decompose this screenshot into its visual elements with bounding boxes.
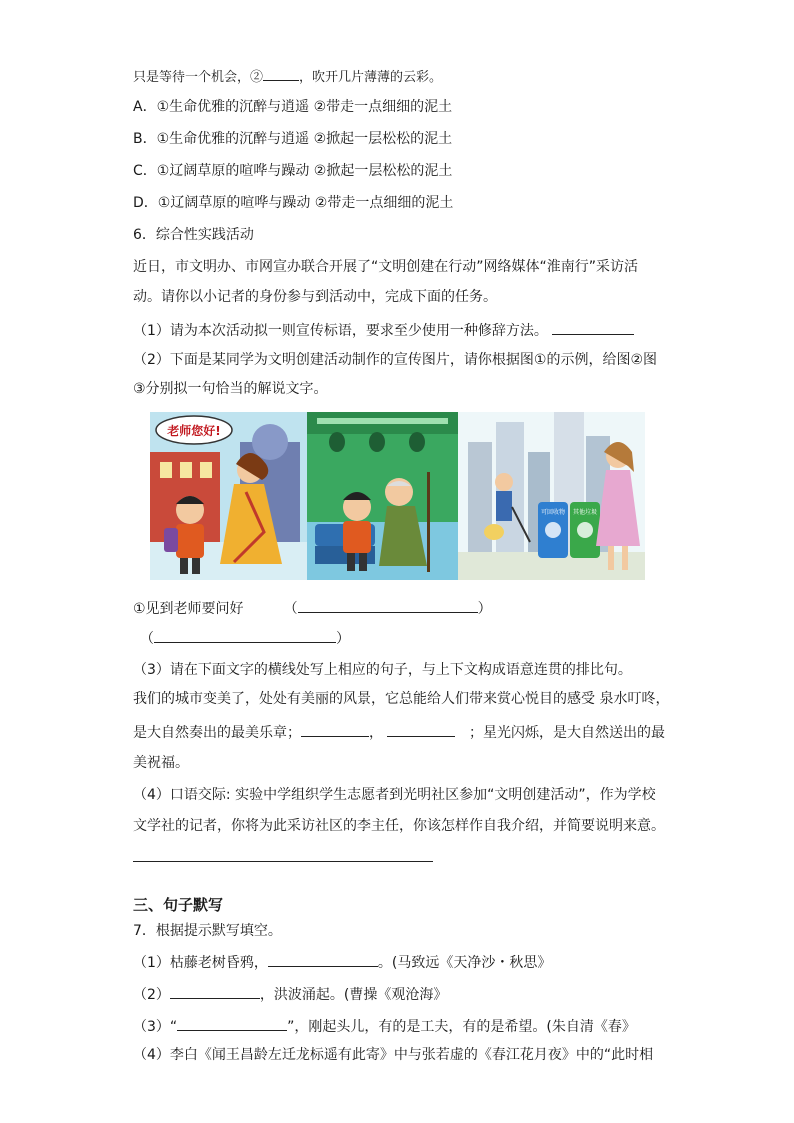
option-d[interactable]: D．①辽阔草原的喧哗与躁动 ②带走一点细细的泥土 [133,195,454,211]
subquestion-2-line-1: （2）下面是某同学为文明创建活动制作的宣传图片，请你根据图①的示例，给图②图 [133,352,658,368]
picture-1-greeting-teacher [150,412,307,580]
q7-item-3: （3）“ ”，刚起头儿，有的是工夫，有的是希望。(朱自清《春》 [133,1016,636,1036]
subquestion-2-line-2: ③分别拟一句恰当的解说文字。 [133,381,328,397]
option-b[interactable]: B．①生命优雅的沉醉与逍遥 ②掀起一层松松的泥土 [133,131,453,147]
parallel-line-1: 我们的城市变美了，处处有美丽的风景，它总能给人们带来赏心悦目的感受 泉水叮咚， [133,691,670,707]
picture-2-giving-seat [307,412,458,580]
q7-item-1: （1）枯藤老树昏鸦， 。(马致远《天净沙・秋思》 [133,952,551,972]
subquestion-4-line-2: 文学社的记者，你将为此采访社区的李主任，你该怎样作自我介绍，并简要说明来意。 [133,818,665,834]
parallel-line-2: 是大自然奏出的最美乐章； ， ；星光闪烁，是大自然送出的最 [133,722,665,742]
intro-line-2: 动。请你以小记者的身份参与到活动中，完成下面的任务。 [133,289,497,305]
passage-tail: 只是等待一个机会，② ，吹开几片薄薄的云彩。 [133,66,442,87]
q7-item-4: （4）李白《闻王昌龄左迁龙标遥有此寄》中与张若虚的《春江花月夜》中的“此时相 [133,1047,654,1063]
q7-blank-3[interactable] [177,1016,287,1031]
subquestion-4-line-1: （4）口语交际: 实验中学组织学生志愿者到光明社区参加“文明创建活动”，作为学校 [133,787,656,803]
option-c[interactable]: C．①辽阔草原的喧哗与躁动 ②掀起一层松松的泥土 [133,163,453,179]
question-6-title: 6．综合性实践活动 [133,227,254,243]
q7-blank-2[interactable] [170,984,260,999]
caption-row-2: （ ） [140,628,350,648]
caption-picture-1: ①见到老师要问好 [133,601,244,617]
greeting-bubble-text: 老师您好! [167,424,221,438]
q7-item-2: （2） ，洪波涌起。(曹操《观沧海》 [133,984,447,1004]
bin-right-label: 其他垃圾 [572,509,598,516]
propaganda-pictures [150,412,645,580]
picture-3-garbage-sorting [458,412,645,580]
question-7-title: 7．根据提示默写填空。 [133,923,282,939]
bin-left-label: 可回收物 [540,509,566,516]
caption-row-1: ①见到老师要问好 （ ） [133,598,492,618]
q7-blank-1[interactable] [268,952,378,967]
answer-blank[interactable] [263,66,299,81]
intro-line-1: 近日，市文明办、市网宣办联合开展了“文明创建在行动”网络媒体“淮南行”采访活 [133,259,639,275]
caption-picture-2-blank[interactable] [298,598,478,613]
subquestion-3: （3）请在下面文字的横线处写上相应的句子，与上下文构成语意连贯的排比句。 [133,662,632,678]
parallel-blank-2[interactable] [387,722,455,737]
slogan-blank[interactable] [552,320,634,335]
parallel-blank-1[interactable] [301,722,369,737]
option-a[interactable]: A．①生命优雅的沉醉与逍遥 ②带走一点细细的泥土 [133,99,453,115]
section-3-heading: 三、句子默写 [133,896,224,914]
subquestion-1: （1）请为本次活动拟一则宣传标语，要求至少使用一种修辞方法。 [133,320,634,340]
caption-picture-3-blank[interactable] [154,628,336,643]
answer-line[interactable] [133,861,433,862]
parallel-line-3: 美祝福。 [133,755,189,771]
